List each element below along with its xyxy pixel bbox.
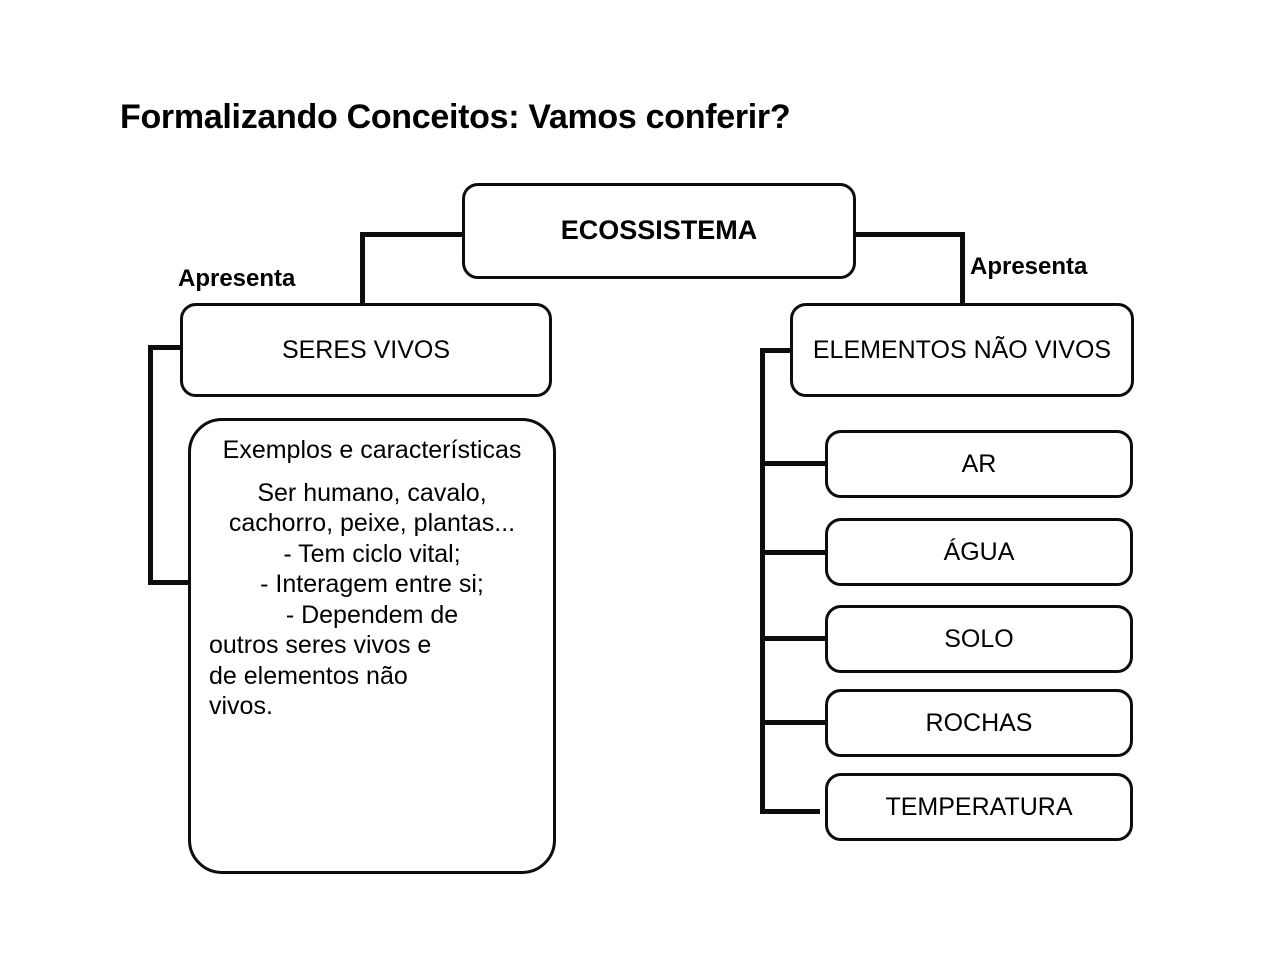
node-ar-label: AR xyxy=(961,449,997,478)
detail-bullet: de elementos não xyxy=(209,661,408,690)
node-rochas-label: ROCHAS xyxy=(925,708,1033,737)
connector-root-to-right xyxy=(855,232,965,237)
connector-seres-vivos-spine xyxy=(148,345,153,585)
detail-bullet: - Interagem entre si; xyxy=(260,570,484,598)
connector-root-to-left xyxy=(360,232,465,237)
node-elementos-nao-vivos[interactable] xyxy=(790,303,1134,397)
detail-box-seres-vivos[interactable] xyxy=(188,418,556,874)
detail-bullets xyxy=(209,539,535,722)
node-solo[interactable] xyxy=(825,605,1133,673)
node-agua-label: ÁGUA xyxy=(943,537,1015,566)
node-seres-vivos[interactable] xyxy=(180,303,552,397)
detail-bullet: - Tem ciclo vital; xyxy=(283,539,461,568)
detail-bullet: vivos. xyxy=(209,692,273,720)
connector-root-to-left-vertical xyxy=(360,232,365,304)
connector-root-to-right-vertical xyxy=(960,232,965,304)
connector-child-rochas xyxy=(760,720,828,725)
node-temperatura[interactable] xyxy=(825,773,1133,841)
detail-examples: Ser humano, cavalo, cachorro, peixe, plantas... xyxy=(228,478,516,537)
node-temperatura-label: TEMPERATURA xyxy=(885,792,1073,821)
edge-label-right: Apresenta xyxy=(970,253,1088,280)
detail-bullet: outros seres vivos e xyxy=(209,631,432,659)
node-agua[interactable] xyxy=(825,518,1133,586)
detail-heading: Exemplos e características xyxy=(222,436,522,464)
connector-child-temperatura xyxy=(760,809,820,814)
node-ecossistema[interactable] xyxy=(462,183,856,279)
edge-label-left: Apresenta xyxy=(178,265,296,292)
detail-bullet: - Dependem de xyxy=(285,600,459,629)
connector-child-solo xyxy=(760,636,828,641)
page-title: Formalizando Conceitos: Vamos conferir? xyxy=(120,98,791,136)
node-rochas[interactable] xyxy=(825,689,1133,757)
node-ar[interactable] xyxy=(825,430,1133,498)
connector-child-ar xyxy=(760,461,828,466)
node-ecossistema-label: ECOSSISTEMA xyxy=(560,215,758,246)
node-seres-vivos-label: SERES VIVOS xyxy=(281,335,451,364)
node-elementos-nao-vivos-label: ELEMENTOS NÃO VIVOS xyxy=(812,335,1112,364)
node-solo-label: SOLO xyxy=(944,624,1014,653)
connector-child-agua xyxy=(760,550,828,555)
connector-elementos-spine xyxy=(760,348,765,814)
